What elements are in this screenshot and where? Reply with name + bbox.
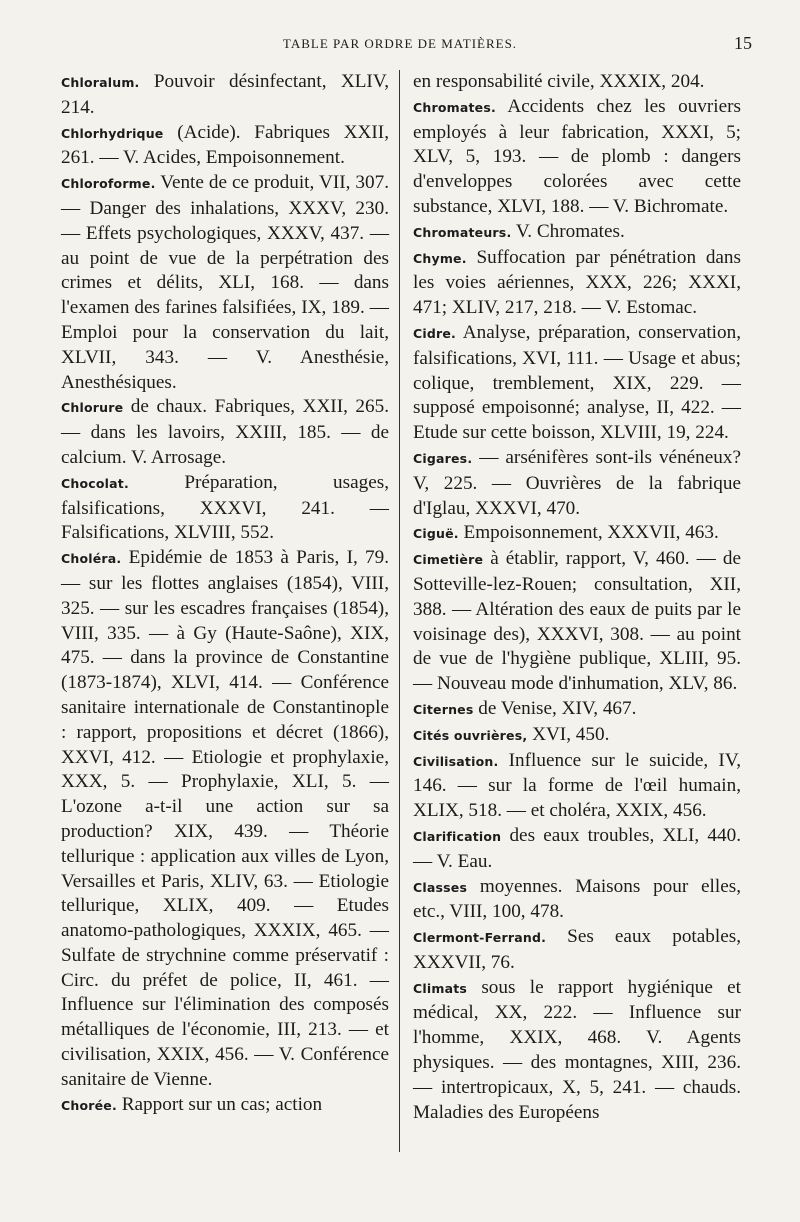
index-entry (413, 446, 741, 521)
entry-term: Cigares. (413, 450, 473, 466)
entry-term: Chlorure (61, 400, 124, 416)
entry-term: Cimetière (413, 552, 484, 568)
index-entry (61, 395, 389, 470)
page-number: 15 (734, 33, 752, 53)
entry-term: Citernes (413, 701, 474, 717)
entry-text: Préparation, usages, falsifications, XXXVI, 241. — Falsifications, XLVIII, 552. (61, 471, 389, 544)
entry-term: Classes (413, 879, 468, 895)
entry-term: Chloralum. (61, 75, 140, 90)
entry-term: Clermont-Ferrand. (413, 930, 547, 946)
entry-text: XVI, 450. (527, 723, 610, 745)
entry-term: Climats (413, 980, 468, 996)
index-entry (61, 121, 389, 172)
entry-term: Chlorhydrique (61, 125, 164, 141)
index-entry (413, 697, 741, 723)
index-entry (413, 220, 741, 246)
index-entry (61, 546, 389, 1093)
index-entry (413, 246, 741, 321)
index-entry (413, 70, 741, 95)
entry-text: Vente de ce produit, VII, 307. — Danger des inhalations, XXXV, 230. — Effets psychologiques, XXXV, 437. — au point de vue de la perpétration des crimes et délits, XLI, 168. — dans l'examen des farines falsifiées, IX, 189. — Emploi pour la conservation du lait, XLVII, 343. — V. Anesthésie, Anesthésiques. (61, 172, 389, 393)
entry-text: — arsénifères sont-ils vénéneux? V, 225. — Ouvrières de la fabrique d'Iglau, XXXVI, 470. (413, 446, 741, 519)
entry-text: à établir, rapport, V, 460. — de Sotteville-lez-Rouen; consultation, XII, 388. — Altération des eaux de puits par le voisinage des), XXXVI, 308. — au point de vue de l'hygiène publique, XLIII, 95. — Nouveau mode d'inhumation, XLV, 86. (413, 548, 741, 695)
entry-term: Choléra. (61, 551, 122, 567)
entry-text: moyennes. Maisons pour elles, etc., VIII, 100, 478. (413, 875, 741, 923)
index-entry (61, 70, 389, 121)
entry-term: Ciguë. (413, 526, 459, 542)
entry-text: Analyse, préparation, conservation, falsifications, XVI, 111. — Usage et abus; colique, tremblement, XIX, 229. — supposé empoisonné; analyse, II, 422. — Etude sur cette boisson, XLVIII, 19, 224. (413, 321, 741, 444)
entry-text: Pouvoir désinfectant, XLIV, 214. (61, 71, 389, 118)
entry-term: Clarification (413, 828, 502, 844)
entry-term: Civilisation. (413, 753, 499, 769)
index-entry (413, 723, 741, 749)
entry-term: Chromateurs. (413, 224, 512, 240)
index-entry (413, 749, 741, 824)
entry-term: Chromates. (413, 99, 496, 115)
entry-text: Influence sur le suicide, IV, 146. — sur la forme de l'œil humain, XLIX, 518. — et choléra, XXIX, 456. (413, 749, 741, 822)
entry-text: de Venise, XIV, 467. (473, 697, 637, 719)
entry-text: Accidents chez les ouvriers employés à leur fabrication, XXXI, 5; XLV, 5, 193. — de plomb : dangers d'enveloppes colorées avec cette substance, XLVI, 188. — V. Bichromate. (413, 95, 741, 217)
index-entry (413, 925, 741, 976)
entry-term: Chocolat. (61, 475, 129, 491)
column-divider (399, 70, 400, 1152)
right-column (413, 70, 741, 1125)
page-header (0, 30, 800, 60)
index-entry (413, 521, 741, 547)
entry-text: V. Chromates. (511, 220, 625, 242)
entry-term: Chloroforme. (61, 176, 156, 192)
entry-text: Epidémie de 1853 à Paris, I, 79. — sur les flottes anglaises (1854), VIII, 325. — sur les escadres françaises (1854), VIII, 335. — à Gy (Haute-Saône), XIX, 475. — dans la province de Constantine (1873-1874), XLVI, 414. — Conférence sanitaire internationale de Constantinople : rapport, propositions et décret (1866), XXVI, 412. — Etiologie et prophylaxie, XXX, 5. — Prophylaxie, XLI, 5. — L'ozone a-t-il une action sur sa production? XIX, 439. — Théorie tellurique : application aux villes de Lyon, Versailles et Paris, XLIV, 63. — Etiologie tellurique, XLIX, 409. — Etudes anatomo-pathologiques, XXXIX, 465. — Sulfate de strychnine comme préservatif : Circ. du préfet de police, II, 461. — Influence sur l'élimination des composés métalliques de l'économie, III, 213. — et civilisation, XXIX, 456. — V. Conférence sanitaire de Vienne. (61, 547, 389, 1090)
index-entry (413, 547, 741, 697)
left-column (61, 70, 389, 1118)
entry-text: Empoisonnement, XXXVII, 463. (458, 522, 719, 544)
entry-text: en responsabilité civile, XXXIX, 204. (413, 71, 705, 92)
running-title: TABLE PAR ORDRE DE MATIÈRES. (282, 36, 518, 51)
entry-text: des eaux troubles, XLI, 440. — V. Eau. (413, 824, 741, 872)
index-entry (413, 875, 741, 926)
entry-text: de chaux. Fabriques, XXII, 265. — dans les lavoirs, XXIII, 185. — de calcium. V. Arrosage. (61, 396, 389, 468)
index-entry (61, 471, 389, 546)
index-entry (413, 95, 741, 220)
entry-text: Ses eaux potables, XXXVII, 76. (413, 926, 741, 973)
entry-text: (Acide). Fabriques XXII, 261. — V. Acides, Empoisonnement. (61, 121, 389, 169)
entry-term: Chyme. (413, 250, 467, 266)
index-entry (413, 321, 741, 446)
entry-text: Suffocation par pénétration dans les voies aériennes, XXX, 226; XXXI, 471; XLIV, 217, 218. — V. Estomac. (413, 246, 741, 319)
index-entry (61, 1093, 389, 1119)
entry-text: sous le rapport hygiénique et médical, XX, 222. — Influence sur l'homme, XXIX, 468. V. Agents physiques. — des montagnes, XIII, 236. — intertropicaux, X, 5, 241. — chauds. Maladies des Européens (413, 976, 741, 1123)
index-entry (61, 171, 389, 395)
entry-term: Chorée. (61, 1097, 117, 1113)
entry-term: Cidre. (413, 325, 456, 341)
index-entry (413, 976, 741, 1126)
index-entry (413, 824, 741, 875)
entry-text: Rapport sur un cas; action (116, 1093, 323, 1115)
entry-term: Cités ouvrières, (413, 727, 528, 743)
